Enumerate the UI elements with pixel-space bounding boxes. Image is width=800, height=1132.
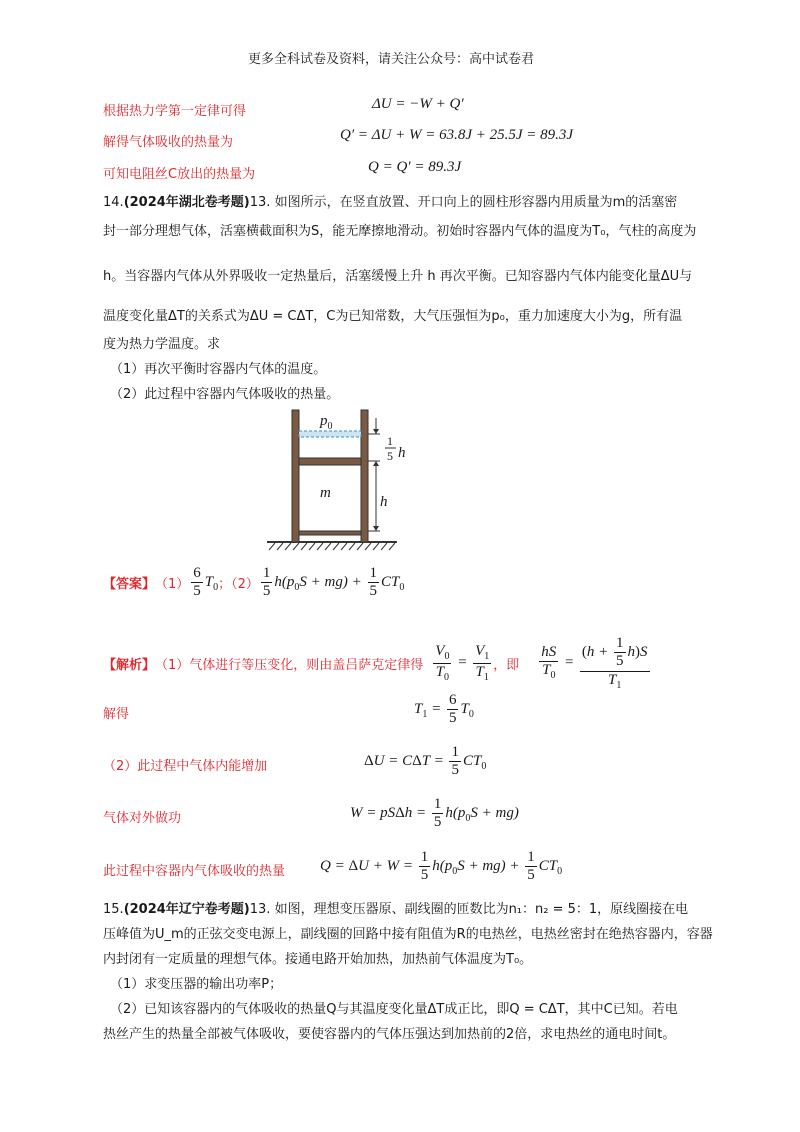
answer-1-label: （1） (155, 577, 190, 593)
gay-lussac-subst-eq: $\frac{hS}{T_0}$ = (h + $\frac{1}{5}$ h)S $T_1$ (541, 635, 648, 691)
prev-line1-label: 根据热力学第一定律可得 (103, 104, 247, 119)
q15-sub2b: 热丝产生的热量全部被气体吸收，要使容器内的气体压强达到加热前的2倍，求电热丝的通电时间t。 (103, 1027, 676, 1042)
prev-line3-label: 可知电阻丝C放出的热量为 (103, 167, 256, 182)
q14-line5: 度为热力学温度。求 (103, 337, 221, 352)
q14-line4: 温度变化量ΔT的关系式为ΔU = CΔT，C为已知常数，大气压强恒为p₀，重力加速度大小为g，所有温 (103, 309, 683, 324)
piston-container-figure (265, 405, 425, 555)
part2-label: （2）此过程中气体内能增加 (103, 759, 268, 774)
analysis-tag: 【解析】 (103, 657, 156, 673)
q15-num: 15. (103, 902, 124, 917)
fig-h-top-label: h (398, 445, 406, 461)
work-eq: W = pSΔh = $\frac{1}{5}$ $h(p_0S + mg)$ (350, 796, 519, 831)
answer-2-expr: $\frac{1}{5}$ $h(p_0S + mg)$ + $\frac{1}{5}$ $CT_0$ (262, 565, 405, 600)
q14-line3: h。当容器内气体从外界吸收一定热量后，活塞缓慢上升 h 再次平衡。已知容器内气体内能变化量ΔU与 (103, 269, 693, 284)
q15-sub2a: （2）已知该容器内的气体吸收的热量Q与其温度变化量ΔT成正比，即Q = CΔT，其中C已知。若电 (110, 1002, 678, 1017)
prev-line2-label: 解得气体吸收的热量为 (103, 135, 234, 150)
prev-line3-eq: Q = Q′ = 89.3J (368, 159, 462, 175)
q14-sub1: （1）再次平衡时容器内气体的温度。 (110, 362, 327, 377)
work-label: 气体对外做功 (103, 811, 182, 826)
q14-line1 (103, 191, 677, 210)
q14-num: 14. (103, 195, 124, 210)
page-header: 更多全科试卷及资料，请关注公众号：高中试卷君 (248, 52, 535, 67)
t1-result: $T_1$ = $\frac{6}{5}$ $T_0$ (414, 692, 474, 727)
analysis-line1 (103, 635, 652, 691)
q15-line1 (103, 898, 688, 917)
prev-line2-eq: Q′ = ΔU + W = 63.8J + 25.5J = 89.3J (340, 127, 574, 143)
prev-line1-eq: ΔU = −W + Q′ (372, 96, 464, 112)
answer-2-label: ；（2） (218, 577, 259, 593)
solve-label: 解得 (103, 707, 130, 722)
q15-line2: 压峰值为U_m的正弦交变电源上，副线圈的回路中接有阻值为R的电热丝，电热丝密封在绝热容器内，容器 (103, 927, 713, 942)
heat-label: 此过程中容器内气体吸收的热量 (103, 864, 286, 879)
q14-text1: 13. 如图所示，在竖直放置、开口向上的圆柱形容器内用质量为m的活塞密 (249, 195, 678, 210)
q15-line3: 内封闭有一定质量的理想气体。接通电路开始加热，加热前气体温度为T₀。 (103, 952, 533, 967)
q14-line2: 封一部分理想气体，活塞横截面积为S，能无摩擦地滑动。初始时容器内气体的温度为T₀，气柱的高度为 (103, 224, 697, 239)
fig-m-label: m (320, 485, 331, 501)
gay-lussac-eq: $\frac{V_0}{T_0}$ = $\frac{V_1}{T_1}$ (435, 643, 490, 683)
delta-u-eq: ΔU = CΔT = $\frac{1}{5}$ $CT_0$ (364, 744, 487, 779)
q14-source: (2024年湖北卷考题) (123, 195, 250, 210)
heat-eq: Q = ΔU + W = $\frac{1}{5}$ $h(p_0S + mg)$ + $\frac{1}{5}$ $CT_0$ (320, 849, 563, 884)
fig-h-label: h (380, 494, 388, 510)
fig-frac-den: 5 (387, 449, 393, 463)
answer-1-expr: $\frac{6}{5}$ $T_0$ (193, 565, 219, 600)
fig-frac-num: 1 (387, 434, 393, 448)
q14-sub2: （2）此过程中容器内气体吸收的热量。 (110, 387, 340, 402)
analysis-ji: ，即 (493, 657, 520, 673)
q15-sub1: （1）求变压器的输出功率P； (110, 977, 283, 992)
answer-line (103, 565, 404, 601)
fig-p0-label: $p_0$ (320, 413, 333, 432)
q15-source: (2024年辽宁卷考题) (123, 902, 250, 917)
analysis-1-text: （1）气体进行等压变化，则由盖吕萨克定律得 (155, 657, 424, 673)
q15-text1: 13. 如图，理想变压器原、副线圈的匝数比为n₁：n₂ = 5：1，原线圈接在电 (249, 902, 689, 917)
answer-tag: 【答案】 (103, 577, 156, 593)
